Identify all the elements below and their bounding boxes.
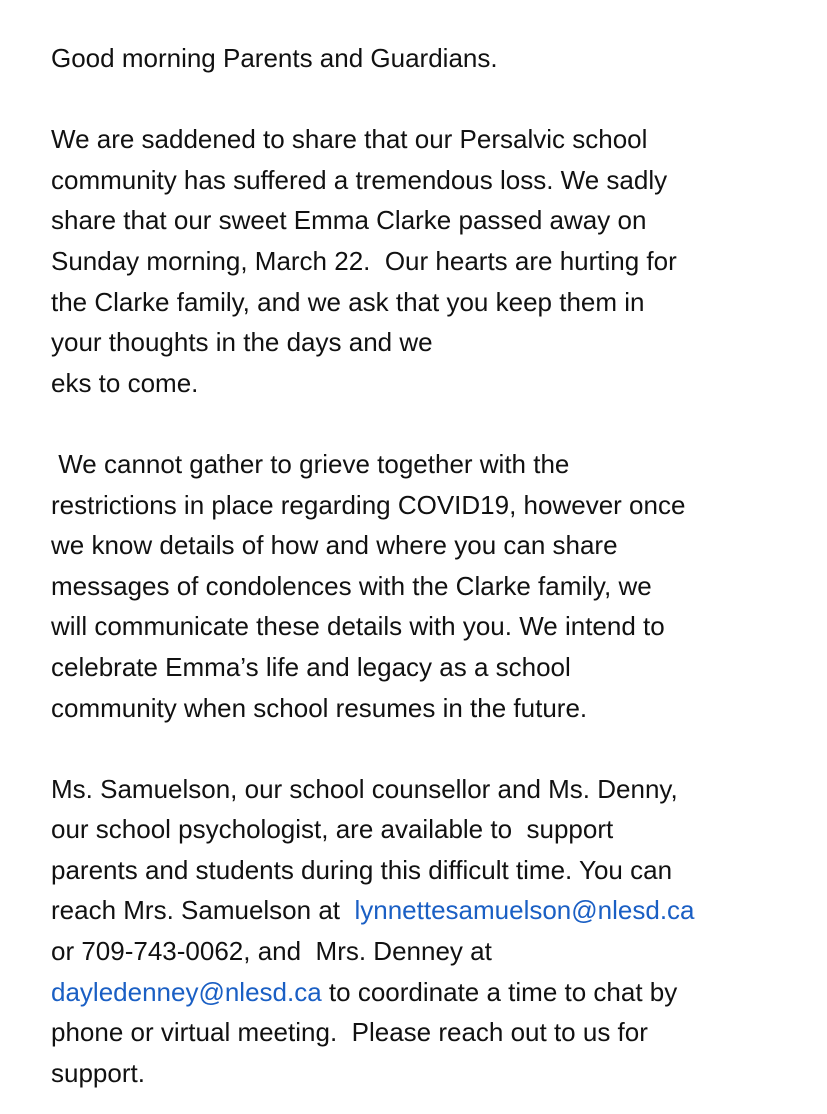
paragraph-line: share that our sweet Emma Clarke passed away on (51, 205, 647, 236)
paragraph-line: support. (51, 1057, 145, 1088)
paragraph-line-with-email (51, 972, 791, 1013)
email-link-samuelson[interactable]: lynnettesamuelson@nlesd.ca (354, 895, 695, 926)
paragraph-line: Sunday morning, March 22. Our hearts are hurting for (51, 245, 677, 276)
paragraph-support-contacts (51, 769, 791, 1094)
paragraph-line: parents and students during this difficult time. You can (51, 854, 673, 885)
paragraph-line: celebrate Emma’s life and legacy as a school (51, 651, 571, 682)
letter-body (51, 38, 791, 1093)
paragraph-line-with-email (51, 890, 791, 931)
paragraph-line: restrictions in place regarding COVID19, however once (51, 489, 686, 520)
paragraph-line: community has suffered a tremendous loss. We sadly (51, 164, 668, 195)
paragraph-line: phone or virtual meeting. Please reach out to us for (51, 1017, 648, 1048)
paragraph-line: will communicate these details with you. We intend to (51, 611, 665, 642)
paragraph-loss-announcement (51, 119, 791, 403)
line-text: to coordinate a time to chat by (321, 976, 678, 1007)
line-text: reach Mrs. Samuelson at (51, 895, 355, 926)
spacer (51, 403, 791, 444)
paragraph-covid-restrictions (51, 444, 791, 728)
paragraph-line: messages of condolences with the Clarke family, we (51, 570, 652, 601)
paragraph-line: the Clarke family, and we ask that you keep them in (51, 286, 645, 317)
paragraph-line: community when school resumes in the future. (51, 692, 588, 723)
paragraph-line: your thoughts in the days and we (51, 327, 433, 358)
paragraph-line: our school psychologist, are available to support (51, 814, 614, 845)
paragraph-line: we know details of how and where you can share (51, 530, 618, 561)
paragraph-line: We are saddened to share that our Persalvic school (51, 124, 648, 155)
paragraph-line: eks to come. (51, 367, 199, 398)
spacer (51, 79, 791, 120)
greeting: Good morning Parents and Guardians. (51, 43, 498, 73)
paragraph-line: or 709-743-0062, and Mrs. Denney at (51, 936, 492, 967)
paragraph-line: Ms. Samuelson, our school counsellor and Ms. Denny, (51, 773, 678, 804)
spacer (51, 728, 791, 769)
email-link-denney[interactable]: dayledenney@nlesd.ca (51, 976, 322, 1007)
paragraph-line: We cannot gather to grieve together with the (51, 448, 570, 479)
